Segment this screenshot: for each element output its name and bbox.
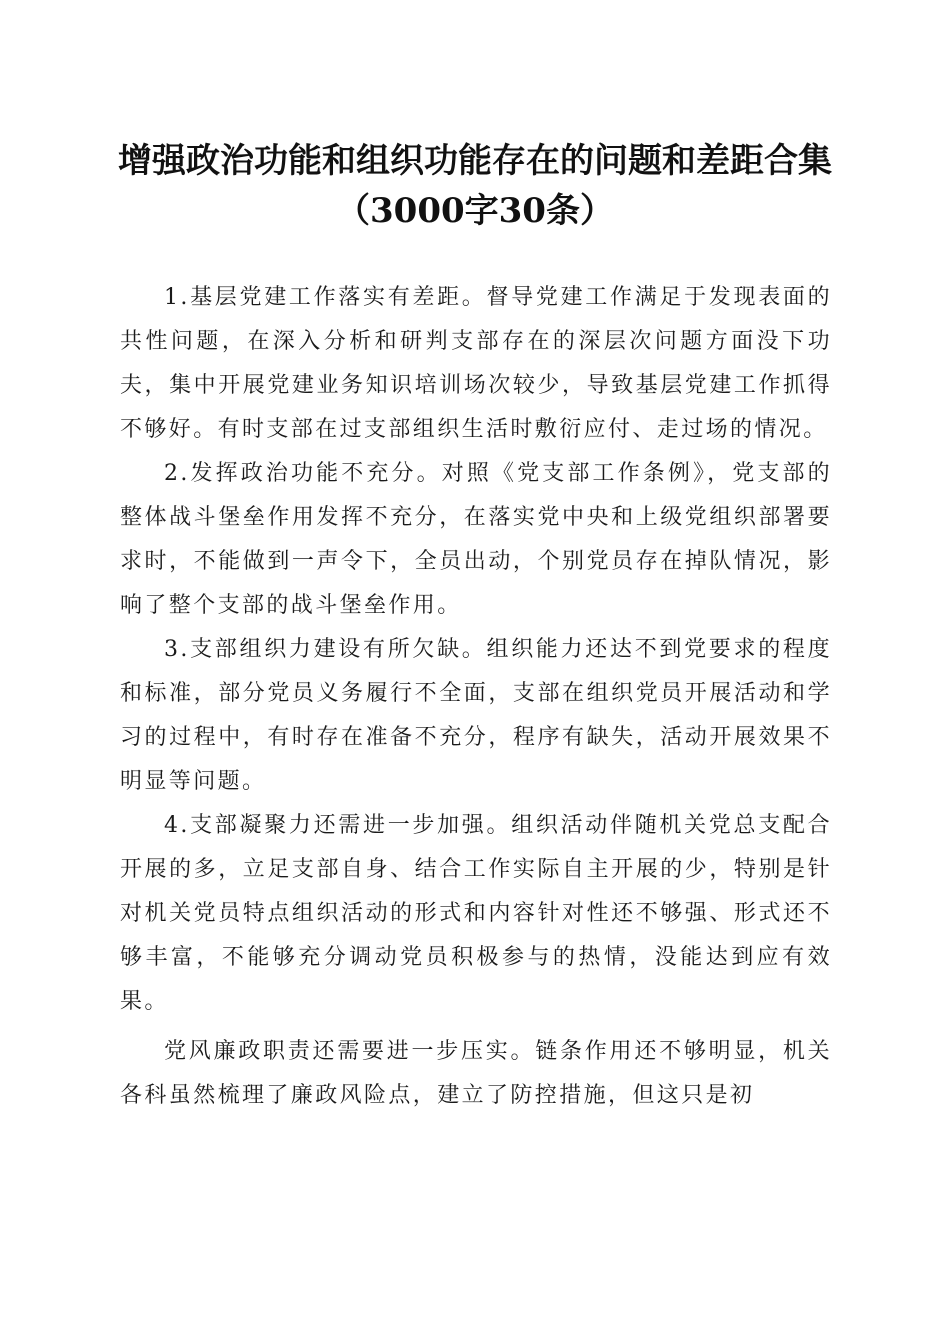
document-body [120, 276, 832, 1118]
paragraph-2: 2.发挥政治功能不充分。对照《党支部工作条例》，党支部的整体战斗堡垒作用发挥不充分，在落实党中央和上级党组织部署要求时，不能做到一声令下，全员出动，个别党员存在掉队情况，影响了整个支部的战斗堡垒作用。 [120, 461, 832, 618]
paragraph-5: 党风廉政职责还需要进一步压实。链条作用还不够明显，机关各科虽然梳理了廉政风险点，建立了防控措施，但这只是初 [120, 1039, 832, 1108]
document-title: 增强政治功能和组织功能存在的问题和差距合集（3000字30条） [118, 141, 832, 231]
paragraph-3: 3.支部组织力建设有所欠缺。组织能力还达不到党要求的程度和标准，部分党员义务履行不全面，支部在组织党员开展活动和学习的过程中，有时存在准备不充分，程序有缺失，活动开展效果不明显等问题。 [120, 637, 832, 794]
paragraph-1: 1.基层党建工作落实有差距。督导党建工作满足于发现表面的共性问题，在深入分析和研判支部存在的深层次问题方面没下功夫，集中开展党建业务知识培训场次较少，导致基层党建工作抓得不够好。有时支部在过支部组织生活时敷衍应付、走过场的情况。 [120, 285, 832, 442]
paragraph-4: 4.支部凝聚力还需进一步加强。组织活动伴随机关党总支配合开展的多，立足支部自身、结合工作实际自主开展的少，特别是针对机关党员特点组织活动的形式和内容针对性还不够强、形式还不够丰富，不能够充分调动党员积极参与的热情，没能达到应有效果。 [120, 813, 832, 1014]
